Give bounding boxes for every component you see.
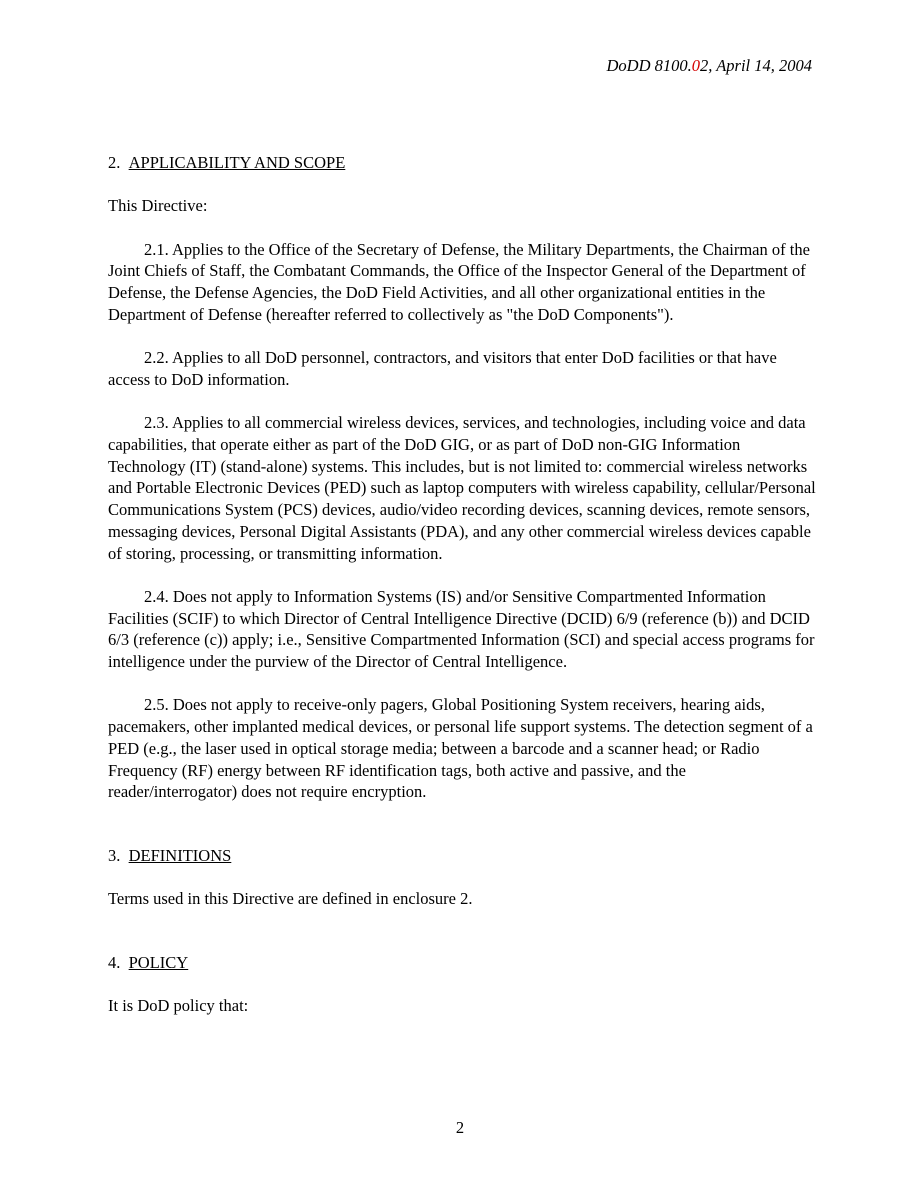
section-heading-definitions: [108, 845, 818, 867]
paragraph-2-4: 2.4. Does not apply to Information Systems (IS) and/or Sensitive Compartmented Information Facilities (SCIF) to which Director of Central Intelligence Directive (DCID) 6/9 (reference (b)) and DCID 6/3 (reference (c)) apply; i.e., Sensitive Compartmented Information (SCI) and special access programs for intelligence under the purview of the Director of Central Intelligence.: [108, 586, 815, 672]
section-title: POLICY: [128, 953, 189, 973]
section-number: 3.: [108, 846, 121, 865]
header-doc-id: DoDD 8100.: [606, 56, 692, 75]
section-title: DEFINITIONS: [128, 846, 232, 865]
page-number: 2: [455, 1118, 465, 1137]
policy-text: It is DoD policy that:: [108, 996, 249, 1016]
section-title: APPLICABILITY AND SCOPE: [128, 153, 346, 172]
section-number: 2.: [108, 153, 121, 172]
definitions-text: Terms used in this Directive are defined in enclosure 2.: [108, 889, 473, 909]
section-heading-policy: [108, 952, 818, 974]
paragraph-2-3: 2.3. Applies to all commercial wireless devices, services, and technologies, including voice and data capabilities, that operate either as part of the DoD GIG, or as part of DoD non-GIG Information Technology (IT) (stand-alone) systems. This includes, but is not limited to: commercial wireless networks and Portable Electronic Devices (PED) such as laptop computers with wireless capability, cellular/Personal Communications System (PCS) devices, audio/video recording devices, scanning devices, remote sensors, messaging devices, Personal Digital Assistants (PDA), and any other commercial wireless devices capable of storing, processing, or transmitting information.: [108, 413, 816, 563]
paragraph-2-1: 2.1. Applies to the Office of the Secretary of Defense, the Military Departments, the Chairman of the Joint Chiefs of Staff, the Combatant Commands, the Office of the Inspector General of the Department of Defense, the Defense Agencies, the DoD Field Activities, and all other organizational entities in the Department of Defense (hereafter referred to collectively as "the DoD Components").: [108, 239, 810, 324]
section-intro: This Directive:: [108, 196, 208, 216]
header-doc-id-highlight: 0: [691, 56, 700, 75]
paragraph-2-2: 2.2. Applies to all DoD personnel, contractors, and visitors that enter DoD facilities or that have access to DoD information.: [108, 348, 777, 389]
section-heading-applicability: [108, 152, 818, 174]
header-date: 2, April 14, 2004: [700, 56, 812, 75]
page-header: [607, 56, 813, 76]
section-number: 4.: [108, 953, 121, 973]
document-body: [108, 152, 818, 1017]
paragraph-2-5: 2.5. Does not apply to receive-only pagers, Global Positioning System receivers, hearing aids, pacemakers, other implanted medical devices, or personal life support systems. The detection segment of a PED (e.g., the laser used in optical storage media; between a barcode and a scanner head; or Radio Frequency (RF) energy between RF identification tags, both active and passive, and the reader/interrogator) does not require encryption.: [108, 695, 813, 802]
